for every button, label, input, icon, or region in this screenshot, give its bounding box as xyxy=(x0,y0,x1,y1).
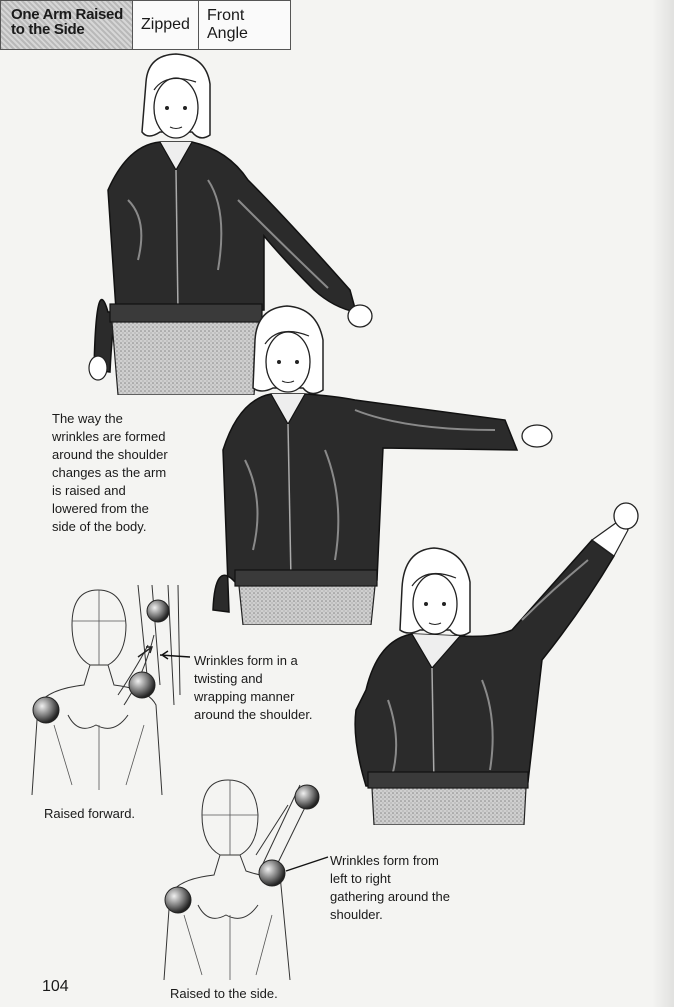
section-title-line2: to the Side xyxy=(11,21,85,38)
caption-raised-side: Raised to the side. xyxy=(170,986,278,1001)
note-line: gathering around the xyxy=(330,889,450,904)
section-title xyxy=(0,0,133,50)
description-line: wrinkles are formed xyxy=(52,429,166,444)
page-number: 104 xyxy=(42,978,69,995)
caption-raised-forward: Raised forward. xyxy=(44,806,136,821)
note-forward xyxy=(194,652,313,724)
description-line: lowered from the xyxy=(52,501,149,516)
note-line: twisting and xyxy=(194,671,263,686)
note-side xyxy=(330,852,450,924)
note-line: wrapping manner xyxy=(194,689,295,704)
section-header xyxy=(0,0,291,50)
tab-front-angle: Front Angle xyxy=(199,0,291,50)
description-line: side of the body. xyxy=(52,519,147,534)
description-text xyxy=(52,410,168,536)
note-line: Wrinkles form in a xyxy=(194,653,298,668)
section-title-line1: One Arm Raised xyxy=(11,6,123,23)
tab-zipped: Zipped xyxy=(133,0,199,50)
description-line: around the shoulder xyxy=(52,447,168,462)
note-line: Wrinkles form from xyxy=(330,853,439,868)
anatomy-raised-side xyxy=(160,775,330,985)
description-line: is raised and xyxy=(52,483,126,498)
note-line: left to right xyxy=(330,871,391,886)
description-line: The way the xyxy=(52,411,123,426)
figure-arm-raised-up xyxy=(352,500,644,825)
anatomy-raised-forward xyxy=(28,585,203,800)
note-line: shoulder. xyxy=(330,907,383,922)
description-line: changes as the arm xyxy=(52,465,167,480)
note-line: around the shoulder. xyxy=(194,707,313,722)
page-spine-shadow xyxy=(652,0,674,1007)
